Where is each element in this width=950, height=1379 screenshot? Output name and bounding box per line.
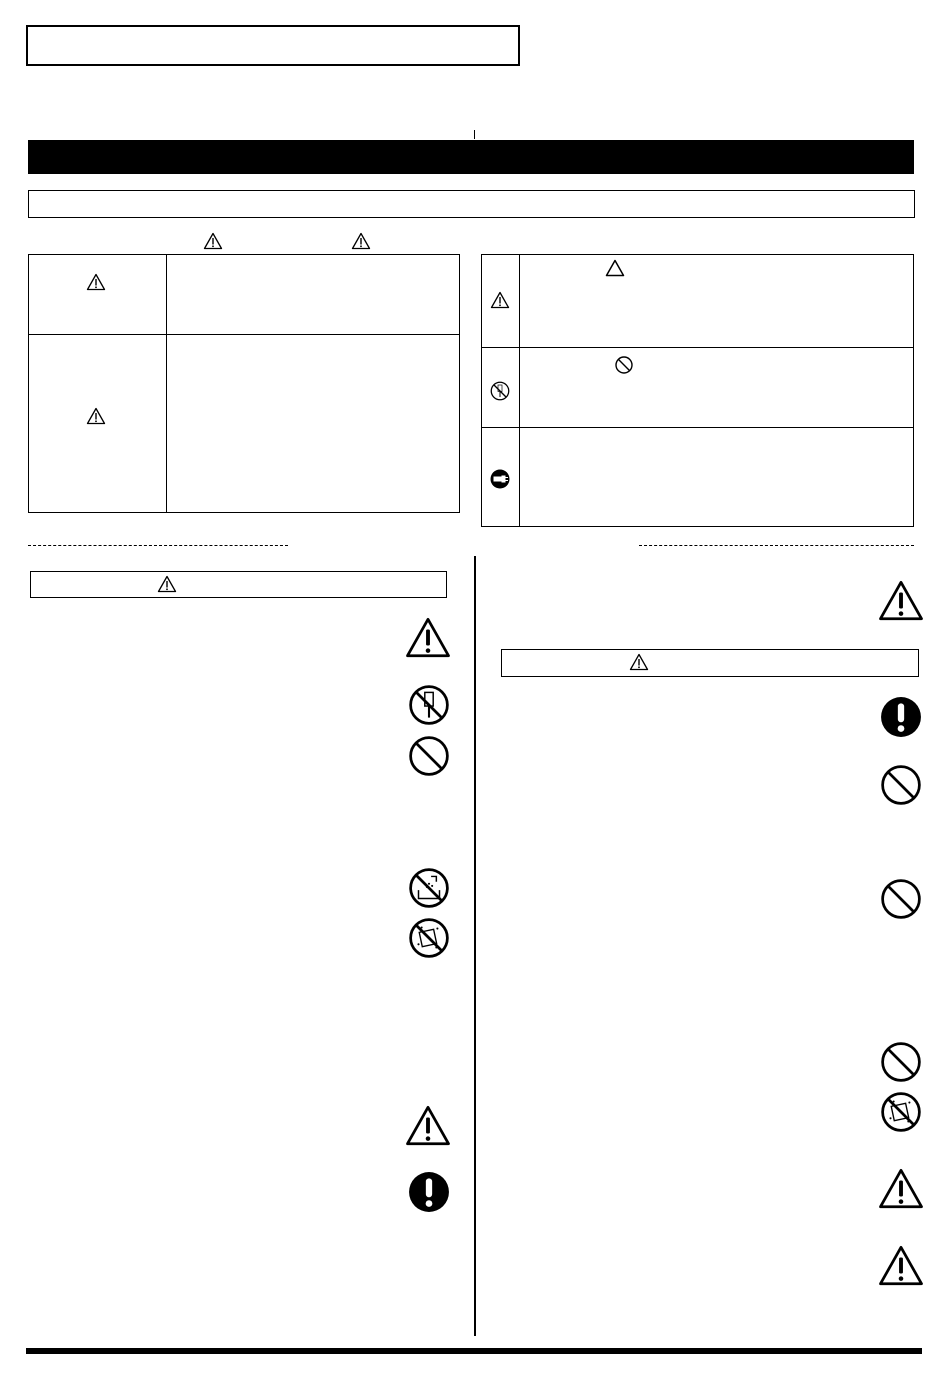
footer-rule bbox=[26, 1348, 922, 1354]
caution-triangle-icon bbox=[878, 1168, 924, 1209]
warning-triangle-icon bbox=[490, 291, 510, 309]
prohibited-water-icon bbox=[408, 867, 450, 909]
caution-triangle-icon bbox=[878, 1245, 924, 1286]
right-dashed-rule bbox=[639, 545, 914, 546]
right-table-col-divider bbox=[519, 254, 520, 527]
warning-triangle-icon bbox=[157, 575, 177, 593]
mandatory-icon bbox=[880, 696, 922, 738]
prohibited-disassembly-icon bbox=[490, 381, 510, 401]
prohibited-circle-icon bbox=[614, 355, 634, 375]
mandatory-icon bbox=[408, 1171, 450, 1213]
prohibited-icon bbox=[880, 1041, 922, 1083]
prohibited-icon bbox=[880, 764, 922, 806]
caution-triangle-icon bbox=[86, 407, 106, 425]
warning-triangle-icon bbox=[86, 273, 106, 291]
sub-banner bbox=[28, 190, 915, 218]
prohibited-children-icon bbox=[880, 1091, 922, 1133]
column-divider bbox=[474, 556, 476, 1336]
warning-section-header bbox=[30, 571, 447, 598]
caution-triangle-icon bbox=[351, 232, 371, 250]
warning-triangle-icon bbox=[405, 617, 451, 658]
caution-triangle-icon bbox=[629, 653, 649, 671]
right-table-row-divider-2 bbox=[481, 427, 914, 428]
right-table bbox=[481, 254, 914, 527]
left-table-row-divider bbox=[28, 334, 460, 335]
prohibited-children-icon bbox=[408, 917, 450, 959]
main-banner bbox=[28, 140, 914, 174]
warning-triangle-icon bbox=[878, 580, 924, 621]
right-table-row-divider-1 bbox=[481, 347, 914, 348]
left-table-col-divider bbox=[166, 254, 167, 513]
chapter-title-box bbox=[26, 25, 520, 66]
warning-triangle-icon bbox=[405, 1105, 451, 1146]
warning-triangle-icon bbox=[203, 232, 223, 250]
prohibited-disassembly-icon bbox=[408, 684, 450, 726]
left-dashed-rule bbox=[28, 545, 288, 546]
prohibited-icon bbox=[880, 878, 922, 920]
left-table bbox=[28, 254, 460, 513]
caution-section-header bbox=[501, 649, 919, 677]
center-tick bbox=[474, 130, 475, 139]
triangle-outline-icon bbox=[605, 259, 625, 277]
unplug-icon bbox=[490, 469, 510, 489]
prohibited-icon bbox=[408, 735, 450, 777]
